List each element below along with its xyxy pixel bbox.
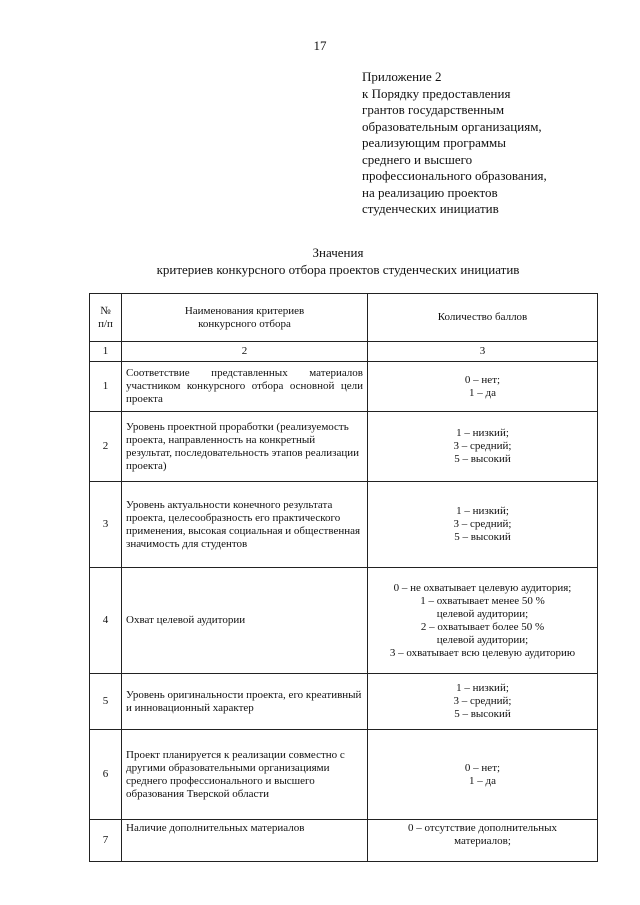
- row-number: 3: [90, 482, 122, 568]
- criterion-score: [368, 412, 598, 482]
- header-name-line: Наименования критериев: [184, 304, 305, 317]
- appendix-line: студенческих инициатив: [362, 201, 499, 216]
- criterion-score: [368, 362, 598, 412]
- criterion-name: Проект планируется к реализации совместно с другими образовательными организациями среднего профессионального и высшего образования Тверской области: [122, 730, 368, 820]
- title-line-2: критериев конкурсного отбора проектов студенческих инициатив: [156, 262, 520, 277]
- appendix-line: к Порядку предоставления: [362, 85, 511, 101]
- appendix-header: [362, 69, 632, 218]
- criterion-name: Уровень актуальности конечного результата проекта, целесообразность его практического применения, высокая социальная и общественная значимость для студентов: [122, 482, 368, 568]
- score-line: 1 – низкий;: [456, 505, 509, 517]
- score-line: 5 – высокий: [454, 708, 511, 720]
- row-number: 7: [90, 820, 122, 862]
- row-number: 5: [90, 674, 122, 730]
- criterion-name: Наличие дополнительных материалов: [122, 820, 368, 862]
- page-number: 17: [313, 38, 327, 53]
- header-score: Количество баллов: [368, 294, 598, 342]
- score-line: целевой аудитории;: [436, 633, 529, 646]
- table-row: [90, 568, 598, 674]
- criterion-score: [368, 568, 598, 674]
- header-num: [90, 294, 122, 342]
- score-line: 1 – да: [469, 386, 496, 399]
- score-line: 0 – нет;: [464, 373, 501, 386]
- column-number: 3: [368, 342, 598, 362]
- score-line: 5 – высокий: [454, 453, 511, 465]
- score-line: 1 – низкий;: [456, 427, 509, 439]
- header-num-line: п/п: [98, 317, 113, 330]
- score-line: 3 – средний;: [453, 518, 512, 530]
- header-num-line: №: [100, 304, 111, 317]
- criterion-name: Уровень проектной проработки (реализуемость проекта, направленность на конкретный результат, последовательность этапов реализации проекта): [122, 412, 368, 482]
- row-number: 6: [90, 730, 122, 820]
- score-line: 0 – отсутствие дополнительных: [408, 822, 557, 834]
- table-row: [90, 674, 598, 730]
- criterion-score: [368, 482, 598, 568]
- score-line: 2 – охватывает более 50 %: [420, 620, 545, 633]
- table-row: [90, 730, 598, 820]
- table-header-row: [90, 294, 598, 342]
- criterion-name: Уровень оригинальности проекта, его креативный и инновационный характер: [122, 674, 368, 730]
- column-number: 2: [122, 342, 368, 362]
- score-line: 1 – да: [469, 774, 496, 787]
- score-line: целевой аудитории;: [436, 607, 529, 620]
- score-line: 3 – средний;: [453, 440, 512, 452]
- score-line: материалов;: [454, 835, 511, 847]
- row-number: 2: [90, 412, 122, 482]
- title-line-1: Значения: [312, 245, 364, 260]
- criterion-score: [368, 674, 598, 730]
- document-title: [0, 244, 640, 278]
- table-row: [90, 482, 598, 568]
- appendix-line: образовательным организациям,: [362, 118, 542, 134]
- column-number: 1: [90, 342, 122, 362]
- appendix-line: на реализацию проектов: [362, 184, 498, 200]
- row-number: 4: [90, 568, 122, 674]
- table-row: [90, 820, 598, 862]
- table-row: [90, 362, 598, 412]
- criterion-score: [368, 730, 598, 820]
- score-line: 1 – низкий;: [456, 682, 509, 694]
- criterion-score: [368, 820, 598, 862]
- score-line: 5 – высокий: [454, 531, 511, 543]
- header-name-line: конкурсного отбора: [198, 317, 291, 330]
- score-line: 0 – нет;: [464, 761, 501, 774]
- score-line: 1 – охватывает менее 50 %: [420, 594, 545, 607]
- criterion-name: Охват целевой аудитории: [122, 568, 368, 674]
- criteria-table: [89, 293, 598, 862]
- appendix-line: Приложение 2: [362, 69, 442, 84]
- score-line: 0 – не охватывает целевую аудитория;: [393, 581, 572, 594]
- criterion-name: Соответствие представленных материалов участником конкурсного отбора основной цели проекта: [122, 362, 368, 412]
- appendix-line: среднего и высшего: [362, 151, 473, 167]
- appendix-line: реализующим программы: [362, 135, 507, 150]
- column-number-row: [90, 342, 598, 362]
- appendix-line: грантов государственным: [362, 102, 505, 117]
- appendix-line: профессионального образования,: [362, 168, 547, 183]
- row-number: 1: [90, 362, 122, 412]
- score-line: 3 – средний;: [453, 695, 512, 707]
- header-name: [122, 294, 368, 342]
- score-line: 3 – охватывает всю целевую аудиторию: [389, 646, 576, 659]
- table-row: [90, 412, 598, 482]
